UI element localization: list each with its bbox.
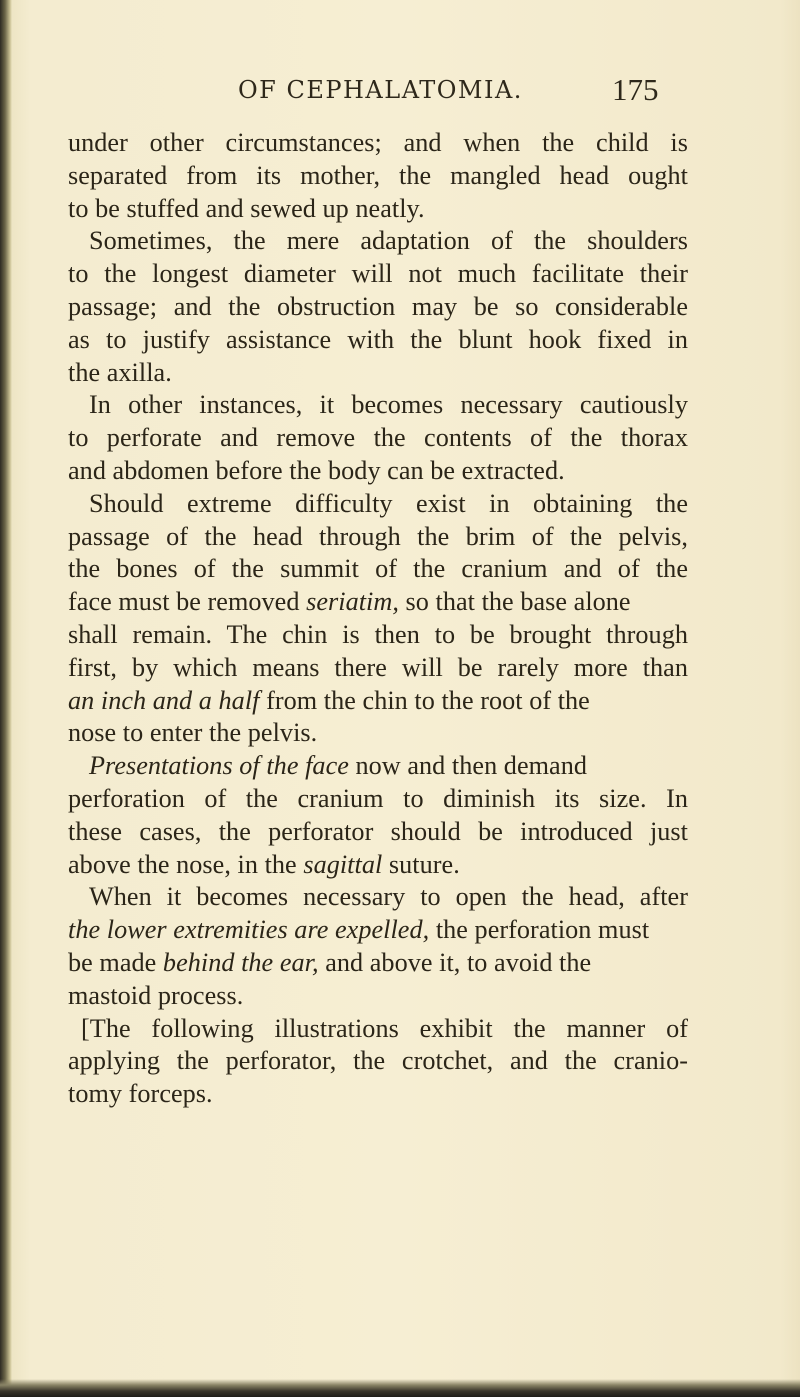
text-line: In other instances, it becomes necessary cautiously xyxy=(89,390,688,420)
text-line: and abdomen before the body can be extracted. xyxy=(68,455,565,485)
text-line: as to justify assistance with the blunt hook fixed in xyxy=(68,324,688,354)
text-line: to be stuffed and sewed up neatly. xyxy=(68,193,425,223)
text-line xyxy=(68,750,688,783)
text-line: Sometimes, the mere adaptation of the shoulders xyxy=(89,226,688,256)
text-line: mastoid process. xyxy=(68,980,244,1010)
text-line xyxy=(68,947,688,980)
page-number: 175 xyxy=(612,72,659,107)
text-line: perforation of the cranium to diminish its size. In xyxy=(68,783,688,813)
text-line: to the longest diameter will not much facilitate their xyxy=(68,259,688,289)
text-line: these cases, the perforator should be introduced just xyxy=(68,816,688,846)
text-line: separated from its mother, the mangled head ought xyxy=(68,160,688,190)
text-segment: above the nose, in the xyxy=(68,849,304,879)
text-line xyxy=(68,849,688,882)
text-line: first, by which means there will be rarely more than xyxy=(68,652,688,682)
text-segment: suture. xyxy=(382,849,460,879)
text-segment: from the chin to the root of the xyxy=(259,685,590,715)
text-line xyxy=(68,586,688,619)
italic-term: behind the ear, xyxy=(162,947,319,977)
text-line: nose to enter the pelvis. xyxy=(68,718,318,748)
text-segment: the perforation must xyxy=(429,915,650,945)
page-header xyxy=(0,72,800,112)
text-segment: and above it, to avoid the xyxy=(318,947,592,977)
text-segment: so that the base alone xyxy=(398,587,631,617)
text-segment: face must be removed xyxy=(68,587,307,617)
italic-term: sagittal xyxy=(303,849,383,879)
text-line: tomy forceps. xyxy=(68,1079,213,1109)
text-segment: now and then demand xyxy=(348,751,588,781)
text-line: When it becomes necessary to open the head, after xyxy=(89,882,688,912)
text-line: Should extreme difficulty exist in obtaining the xyxy=(89,488,688,518)
text-line: to perforate and remove the contents of the thorax xyxy=(68,423,688,453)
body-text xyxy=(68,127,688,1111)
italic-term: the lower extremities are expelled, xyxy=(68,915,430,945)
text-line: under other circumstances; and when the child is xyxy=(68,128,688,157)
text-line: passage; and the obstruction may be so considerable xyxy=(68,291,688,321)
text-line: passage of the head through the brim of the pelvis, xyxy=(68,521,688,551)
text-line: the bones of the summit of the cranium and of the xyxy=(68,554,688,584)
text-segment: be made xyxy=(68,947,163,977)
text-line xyxy=(68,685,688,718)
running-head: OF CEPHALATOMIA. xyxy=(238,76,523,104)
text-line xyxy=(68,914,688,947)
italic-term: Presentations of the face xyxy=(89,751,349,781)
text-line: the axilla. xyxy=(68,357,172,387)
text-line: shall remain. The chin is then to be brought through xyxy=(68,619,688,649)
text-line: applying the perforator, the crotchet, and the cranio- xyxy=(68,1046,688,1076)
italic-term: an inch and a half xyxy=(68,685,260,715)
italic-term: seriatim, xyxy=(306,587,399,617)
text-line: [The following illustrations exhibit the manner of xyxy=(81,1013,688,1043)
page-binding-edge xyxy=(0,0,12,1397)
page-bottom-edge xyxy=(0,1379,800,1397)
